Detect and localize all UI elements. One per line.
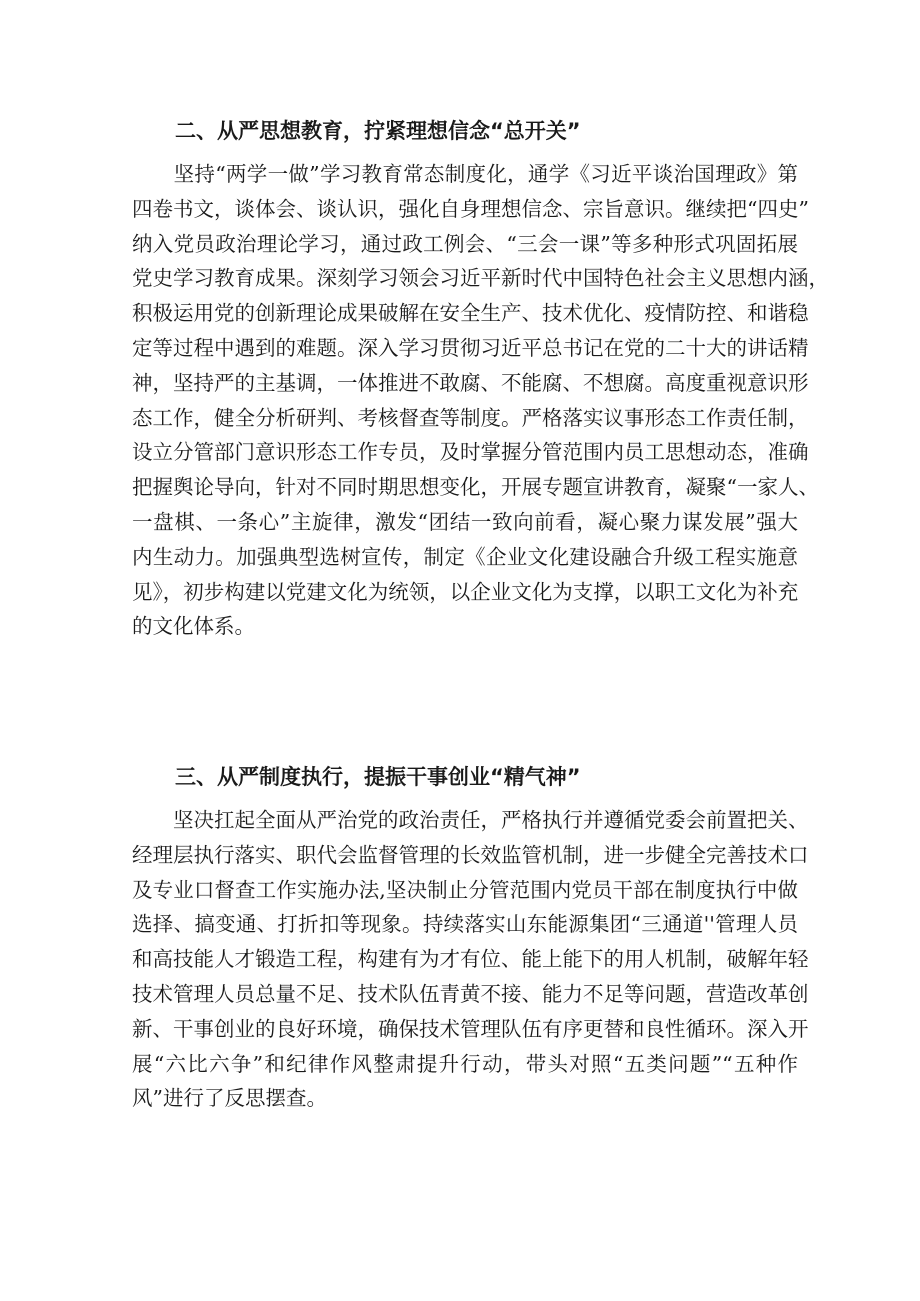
paragraph-line: 坚决扛起全面从严治党的政治责任，严格执行并遵循党委会前置把关、 bbox=[132, 808, 809, 832]
paragraph-line: 技术管理人员总量不足、技术队伍青黄不接、能力不足等问题，营造改革创 bbox=[132, 981, 809, 1006]
paragraph-line: 选择、搞变通、打折扣等现象。持续落实山东能源集团“三通道''管理人员 bbox=[132, 912, 798, 937]
paragraph-line: 定等过程中遇到的难题。深入学习贯彻习近平总书记在党的二十大的讲话精 bbox=[132, 335, 809, 360]
paragraph-line: 设立分管部门意识形态工作专员，及时掌握分管范围内员工思想动态，准确 bbox=[132, 440, 809, 465]
paragraph-line: 展“六比六争”和纪律作风整肃提升行动，带头对照“五类问题”“五种作 bbox=[132, 1051, 798, 1076]
paragraph-line: 经理层执行落实、职代会监督管理的长效监管机制，进一步健全完善技术口 bbox=[132, 842, 809, 867]
paragraph-line: 纳入党员政治理论学习，通过政工例会、“三会一课”等多种形式巩固拓展 bbox=[132, 231, 798, 256]
paragraph-line: 新、干事创业的良好环境，确保技术管理队伍有序更替和良性循环。深入开 bbox=[132, 1016, 809, 1041]
paragraph-line: 风”进行了反思摆查。 bbox=[132, 1086, 327, 1111]
paragraph-line: 的文化体系。 bbox=[132, 614, 255, 639]
paragraph-line: 积极运用党的创新理论成果破解在安全生产、技术优化、疫情防控、和谐稳 bbox=[132, 301, 809, 326]
paragraph-line: 党史学习教育成果。深刻学习领会习近平新时代中国特色社会主义思想内涵， bbox=[132, 266, 829, 291]
paragraph-line: 内生动力。加强典型选树宣传，制定《企业文化建设融合升级工程实施意 bbox=[132, 544, 798, 569]
paragraph-line: 四卷书文，谈体会、谈认识，强化自身理想信念、宗旨意识。继续把“四史” bbox=[132, 196, 809, 221]
section-heading-3: 三、从严制度执行，提振干事创业“精气神” bbox=[175, 765, 581, 789]
section-paragraph-2 bbox=[132, 157, 829, 644]
paragraph-line: 态工作，健全分析研判、考核督查等制度。严格落实议事形态工作责任制， bbox=[132, 405, 809, 430]
section-heading-2: 二、从严思想教育，拧紧理想信念“总开关” bbox=[175, 119, 581, 143]
paragraph-line: 坚持“两学一做”学习教育常态制度化，通学《习近平谈治国理政》第 bbox=[132, 162, 798, 186]
paragraph-line: 及专业口督查工作实施办法,坚决制止分管范围内党员干部在制度执行中做 bbox=[132, 877, 798, 902]
paragraph-line: 和高技能人才锻造工程，构建有为才有位、能上能下的用人机制，破解年轻 bbox=[132, 947, 809, 972]
paragraph-line: 见》，初步构建以党建文化为统领，以企业文化为支撑，以职工文化为补充 bbox=[132, 579, 799, 604]
paragraph-line: 一盘棋、一条心”主旋律，激发“团结一致向前看，凝心聚力谋发展”强大 bbox=[132, 509, 798, 534]
section-paragraph-3 bbox=[132, 803, 809, 1116]
paragraph-line: 把握舆论导向，针对不同时期思想变化，开展专题宣讲教育，凝聚“一家人、 bbox=[132, 475, 819, 500]
paragraph-line: 神，坚持严的主基调，一体推进不敢腐、不能腐、不想腐。高度重视意识形 bbox=[132, 370, 809, 395]
